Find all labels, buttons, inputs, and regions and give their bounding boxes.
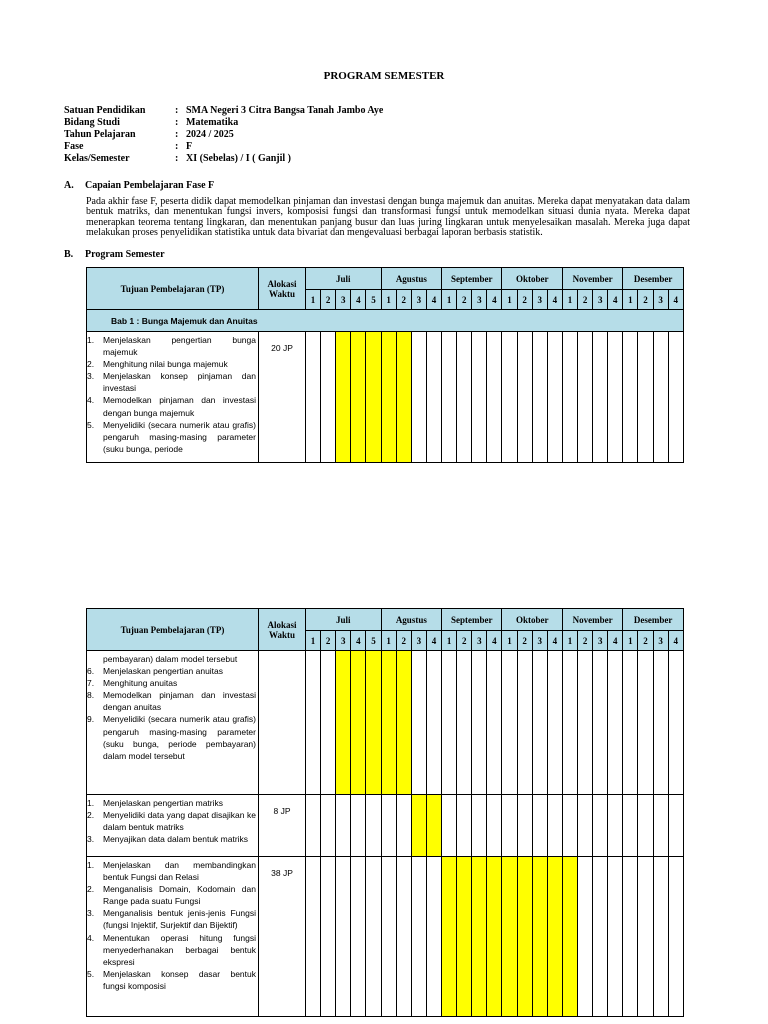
page-title: PROGRAM SEMESTER [323,70,445,82]
tp-item-number: 9. [87,714,95,725]
tp-item-text: Memodelkan pinjaman dan investasi dengan anuitas [103,690,256,713]
tp-list [87,859,256,992]
week-cell [638,651,653,795]
week-header: 4 [668,631,683,651]
week-cell-scheduled [351,651,366,795]
month-header: Oktober [502,609,562,631]
meta-colon: : [175,117,179,128]
week-cell [638,857,653,1017]
meta-value: 2024 / 2025 [186,129,234,140]
month-header: Oktober [502,268,562,290]
week-cell [336,795,351,857]
week-cell [668,332,683,463]
week-cell-scheduled [336,332,351,463]
section-number: A. [64,180,74,191]
week-cell [623,857,638,1017]
tp-item [87,809,256,833]
week-cell [638,332,653,463]
tp-row [87,332,684,463]
week-cell [351,795,366,857]
tp-item-number: 4. [87,932,95,943]
tp-item [87,358,256,370]
tp-item-text: Menjelaskan konsep pinjaman dan investasi [103,371,256,394]
meta-colon: : [175,129,179,140]
tp-item-number: 3. [87,371,95,382]
month-header: September [442,268,502,290]
meta-colon: : [175,141,179,152]
week-cell [547,332,562,463]
week-cell [653,651,668,795]
week-cell-scheduled [366,332,381,463]
week-header: 1 [502,290,517,310]
tp-item [87,689,256,713]
alokasi-cell: 20 JP [259,332,306,463]
week-cell [593,651,608,795]
week-cell [532,795,547,857]
month-header: Juli [306,609,382,631]
week-cell-scheduled [457,857,472,1017]
week-header: 1 [562,290,577,310]
tp-item-text: Menjelaskan dan membandingkan bentuk Fungsi dan Relasi [103,860,256,883]
week-header: 3 [411,290,426,310]
week-header: 1 [442,290,457,310]
week-header: 2 [457,290,472,310]
meta-key: Fase [64,141,84,152]
month-header: Agustus [381,609,441,631]
tp-header: Tujuan Pembelajaran (TP) [87,268,259,310]
week-header: 2 [578,290,593,310]
tp-item [87,859,256,883]
week-header: 3 [532,631,547,651]
meta-key: Bidang Studi [64,117,120,128]
week-header: 4 [547,290,562,310]
tp-item-text: Menyelidiki data yang dapat disajikan ke dalam bentuk matriks [103,810,256,833]
tp-item-number: 2. [87,884,95,895]
month-header: September [442,609,502,631]
week-cell [442,332,457,463]
tp-item-number: 7. [87,678,95,689]
section-b-heading [64,249,165,260]
week-header: 1 [381,290,396,310]
week-cell [487,795,502,857]
week-cell [578,857,593,1017]
tp-item-text: Menjelaskan pengertian anuitas [103,666,224,677]
tp-item-text: Memodelkan pinjaman dan investasi dengan bunga majemuk [103,395,256,418]
week-cell [442,795,457,857]
week-cell-scheduled [562,857,577,1017]
month-header-row [87,609,684,631]
week-cell [306,332,321,463]
week-cell [396,795,411,857]
meta-key: Tahun Pelajaran [64,129,136,140]
week-cell [547,795,562,857]
tp-item [87,665,256,677]
week-cell [502,651,517,795]
week-cell [351,857,366,1017]
meta-row [64,129,383,141]
month-header: Desember [623,609,683,631]
week-cell [653,332,668,463]
week-header: 3 [593,631,608,651]
meta-row [64,105,383,117]
week-cell-scheduled [532,857,547,1017]
week-cell-scheduled [426,795,441,857]
section-a-heading [64,180,214,191]
week-cell [532,651,547,795]
tp-row [87,795,684,857]
section-number: B. [64,249,74,260]
meta-row [64,153,383,165]
week-cell [668,795,683,857]
week-header: 1 [381,631,396,651]
tp-item-text: Menjelaskan pengertian bunga majemuk [103,335,256,358]
week-cell [562,795,577,857]
program-semester-table-page2 [86,608,684,1017]
tp-cell [87,332,259,463]
week-header: 2 [321,290,336,310]
week-cell [411,651,426,795]
week-cell [472,332,487,463]
week-header: 2 [321,631,336,651]
week-cell [653,857,668,1017]
week-header: 4 [487,290,502,310]
tp-item [87,968,256,992]
meta-row [64,117,383,129]
week-header: 3 [653,631,668,651]
week-header: 2 [578,631,593,651]
tp-item [87,677,256,689]
month-header: Desember [623,268,683,290]
alokasi-header: Alokasi Waktu [259,268,306,310]
meta-value: SMA Negeri 3 Citra Bangsa Tanah Jambo Aye [186,105,384,116]
week-header: 3 [653,290,668,310]
tp-list [87,665,256,762]
tp-item-number: 8. [87,690,95,701]
week-cell [381,857,396,1017]
week-header: 1 [623,290,638,310]
tp-item [87,932,256,968]
week-cell [562,651,577,795]
week-header: 3 [593,290,608,310]
week-cell [306,857,321,1017]
week-cell [487,332,502,463]
week-header: 5 [366,631,381,651]
tp-item [87,370,256,394]
week-header: 2 [517,631,532,651]
week-header: 4 [608,290,623,310]
tp-item-number: 3. [87,908,95,919]
week-cell [593,857,608,1017]
alokasi-cell: 8 JP [259,795,306,857]
week-header: 4 [547,631,562,651]
tp-list [87,797,256,845]
week-cell [321,651,336,795]
week-header: 3 [472,290,487,310]
tp-item [87,883,256,907]
week-header: 4 [668,290,683,310]
tp-item [87,833,256,845]
week-header: 2 [457,631,472,651]
week-header: 1 [562,631,577,651]
week-cell [472,795,487,857]
tp-item-text: Menjelaskan pengertian matriks [103,798,224,808]
week-cell [517,332,532,463]
tp-item-text: Menyelidiki (secara numerik atau grafis) pengaruh masing-masing parameter (suku bunga, periode pembayaran) dalam model tersebut [103,714,256,761]
week-cell-scheduled [366,651,381,795]
bab-title: Bab 1 : Bunga Majemuk dan Anuitas [87,310,684,332]
week-cell [608,795,623,857]
week-cell [487,651,502,795]
week-header: 4 [608,631,623,651]
week-header: 3 [336,631,351,651]
week-header: 3 [336,290,351,310]
week-cell-scheduled [517,857,532,1017]
tp-item-text: Menentukan operasi hitung fungsi menyederhanakan berbagai bentuk ekspresi [103,932,256,967]
month-header: Juli [306,268,382,290]
tp-cell [87,651,259,795]
tp-item-number: 5. [87,968,95,979]
tp-item-text: Menjelaskan konsep dasar bentuk fungsi komposisi [103,968,256,991]
meta-value: F [186,141,193,152]
week-cell-scheduled [472,857,487,1017]
week-header: 2 [396,631,411,651]
week-cell-scheduled [351,332,366,463]
week-cell [502,795,517,857]
week-cell [623,332,638,463]
tp-item-text: Menganalisis bentuk jenis-jenis Fungsi (fungsi Injektif, Surjektif dan Bijektif) [103,908,256,931]
week-cell [306,795,321,857]
week-header: 4 [487,631,502,651]
week-cell [411,332,426,463]
week-cell [306,651,321,795]
week-header: 4 [351,290,366,310]
week-cell-scheduled [396,332,411,463]
week-cell [517,651,532,795]
identity-table [64,105,383,165]
week-header: 1 [306,290,321,310]
week-cell [578,651,593,795]
meta-colon: : [175,105,179,116]
week-header: 3 [472,631,487,651]
week-cell [457,795,472,857]
week-cell [366,857,381,1017]
week-cell [608,332,623,463]
week-cell [426,651,441,795]
meta-key: Satuan Pendidikan [64,105,146,116]
tp-item [87,907,256,931]
meta-key: Kelas/Semester [64,153,130,164]
week-cell [321,795,336,857]
week-cell-scheduled [487,857,502,1017]
tp-header: Tujuan Pembelajaran (TP) [87,609,259,651]
meta-value: XI (Sebelas) / I ( Ganjil ) [186,153,291,164]
month-header-row [87,268,684,290]
week-header: 3 [532,290,547,310]
tp-row [87,651,684,795]
week-cell-scheduled [396,651,411,795]
tp-item-number: 1. [87,798,95,808]
week-header: 3 [411,631,426,651]
week-cell-scheduled [336,651,351,795]
week-cell-scheduled [411,795,426,857]
tp-item [87,713,256,761]
tp-item [87,394,256,418]
week-cell-scheduled [381,651,396,795]
week-cell [426,332,441,463]
week-cell [638,795,653,857]
capaian-paragraph: Pada akhir fase F, peserta didik dapat memodelkan pinjaman dan investasi dengan bunga majemuk dan anuitas. Mereka dapat menyatakan data dalam bentuk matriks, dan menentukan fungsi invers, komposisi fungsi dan transformasi fungsi untuk memodelkan situasi dunia nyata. Mereka dapat menerapkan teorema tentang lingkaran, dan menentukan panjang busur dan luas juring lingkaran untuk menyelesaikan masalah. Mereka juga dapat melakukan proses penyelidikan statistika untuk data bivariat dan mengevaluasi berbagai laporan berbasis statistik. [86,196,690,239]
tp-cell [87,795,259,857]
week-cell [457,651,472,795]
alokasi-cell [259,651,306,795]
tp-item [87,334,256,358]
week-header: 2 [517,290,532,310]
week-cell [381,795,396,857]
week-cell [623,795,638,857]
week-cell [532,332,547,463]
tp-item-number: 3. [87,834,95,845]
tp-list [87,334,256,455]
week-cell [426,857,441,1017]
meta-colon: : [175,153,179,164]
week-cell [578,795,593,857]
week-cell-scheduled [381,332,396,463]
week-cell-scheduled [547,857,562,1017]
week-header: 4 [426,290,441,310]
alokasi-cell: 38 JP [259,857,306,1017]
week-header: 1 [502,631,517,651]
week-header: 5 [366,290,381,310]
week-cell [472,651,487,795]
tp-item [87,419,256,455]
week-cell [608,857,623,1017]
tp-item-number: 6. [87,666,95,677]
week-cell [321,332,336,463]
month-header: November [562,609,622,631]
week-cell [668,651,683,795]
program-semester-table-page1 [86,267,684,463]
week-cell [653,795,668,857]
week-header: 2 [396,290,411,310]
week-cell [578,332,593,463]
week-header: 1 [306,631,321,651]
week-cell [411,857,426,1017]
week-cell [502,332,517,463]
week-cell-scheduled [502,857,517,1017]
tp-item-text: Menganalisis Domain, Kodomain dan Range pada suatu Fungsi [103,884,256,907]
alokasi-header: Alokasi Waktu [259,609,306,651]
week-cell [321,857,336,1017]
tp-item-text: Menyajikan data dalam bentuk matriks [103,834,249,845]
week-cell [517,795,532,857]
week-cell [366,795,381,857]
tp-continuation: pembayaran) dalam model tersebut [103,654,238,664]
month-header: November [562,268,622,290]
week-header: 4 [426,631,441,651]
week-cell [547,651,562,795]
week-cell [442,651,457,795]
meta-value: Matematika [186,117,239,128]
week-cell [608,651,623,795]
tp-cell [87,857,259,1017]
week-cell [336,857,351,1017]
tp-item-number: 2. [87,359,95,370]
section-title: Capaian Pembelajaran Fase F [85,180,215,191]
week-cell-scheduled [442,857,457,1017]
week-header: 1 [623,631,638,651]
week-header: 4 [351,631,366,651]
section-title: Program Semester [85,249,165,260]
tp-item-text: Menghitung nilai bunga majemuk [103,359,228,370]
tp-item-number: 4. [87,395,95,406]
week-cell [396,857,411,1017]
tp-item-text: Menyelidiki (secara numerik atau grafis) pengaruh masing-masing parameter (suku bunga, periode [103,419,256,454]
week-cell [457,332,472,463]
tp-item-number: 1. [87,860,95,870]
tp-item-number: 5. [87,419,95,430]
week-cell [623,651,638,795]
week-cell [668,857,683,1017]
bab-row [87,310,684,332]
tp-item [87,797,256,809]
tp-item-number: 2. [87,810,95,821]
meta-row [64,141,383,153]
week-cell [562,332,577,463]
week-header: 2 [638,290,653,310]
month-header: Agustus [381,268,441,290]
tp-item-text: Menghitung anuitas [103,678,178,689]
week-header: 1 [442,631,457,651]
tp-row [87,857,684,1017]
week-cell [593,332,608,463]
week-cell [593,795,608,857]
tp-item-number: 1. [87,335,95,345]
week-header: 2 [638,631,653,651]
